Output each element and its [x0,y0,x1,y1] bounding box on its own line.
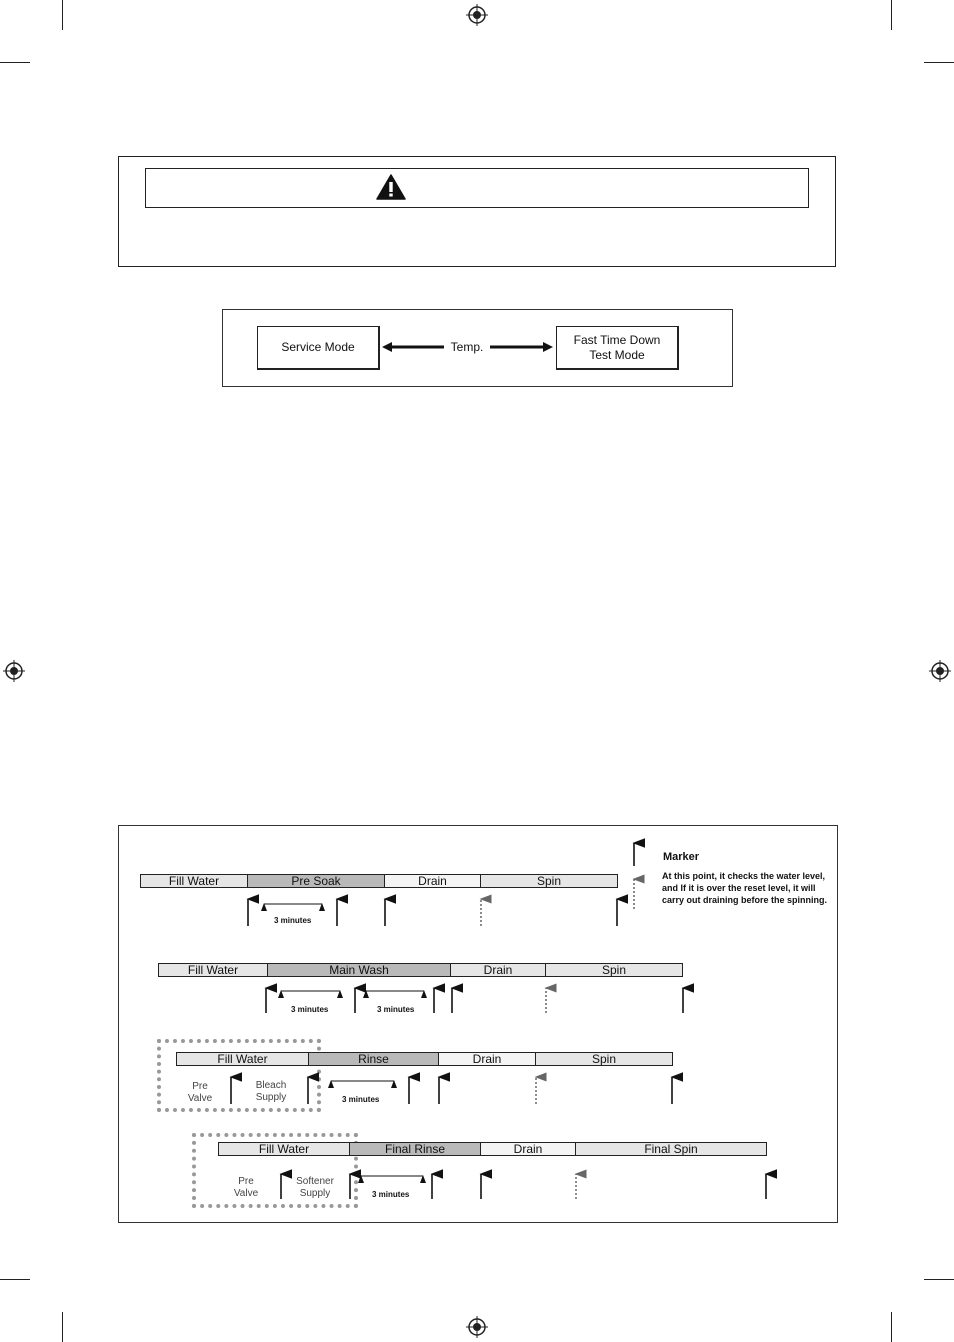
registration-mark-icon [466,1316,488,1338]
row3-rinse-segment: Rinse [308,1052,439,1066]
test-mode-label: Test Mode [589,347,645,362]
fast-time-down-box [556,326,679,370]
fast-time-down-label: Fast Time Down [573,332,661,347]
crop-mark [924,1279,954,1280]
crop-mark [0,1279,30,1280]
row4-final-spin-segment: Final Spin [575,1142,767,1156]
pre-valve-label: Pre Valve [233,1176,259,1199]
duration-label: 3 minutes [274,916,312,925]
row4-fill-water-segment: Fill Water [218,1142,350,1156]
marker-legend-text: At this point, it checks the water level, and If it is over the reset level, it will carry out draining before the spinning. [662,871,828,905]
crop-mark [62,1312,63,1342]
registration-mark-icon [3,660,25,682]
row2-drain-segment: Drain [450,963,546,977]
row1-spin-segment: Spin [480,874,618,888]
pre-valve-label: Pre Valve [187,1081,213,1104]
marker-legend-title: Marker [663,851,700,863]
duration-label: 3 minutes [291,1005,329,1014]
service-mode-box [257,326,380,370]
crop-mark [891,1312,892,1342]
caution-header [145,168,809,208]
crop-mark [891,0,892,30]
row1-pre-soak-segment: Pre Soak [247,874,385,888]
crop-mark [924,62,954,63]
row2-spin-segment: Spin [545,963,683,977]
row1-fill-water-segment: Fill Water [140,874,248,888]
row2-fill-water-segment: Fill Water [158,963,268,977]
crop-mark [0,62,30,63]
row3-drain-segment: Drain [438,1052,536,1066]
row2-main-wash-segment: Main Wash [267,963,451,977]
row4-final-rinse-segment: Final Rinse [349,1142,481,1156]
softener-supply-label: Softener Supply [296,1176,334,1199]
row1-drain-segment: Drain [384,874,481,888]
row3-fill-water-segment: Fill Water [176,1052,309,1066]
row4-drain-segment: Drain [480,1142,576,1156]
registration-mark-icon [929,660,951,682]
duration-label: 3 minutes [372,1190,410,1199]
row3-spin-segment: Spin [535,1052,673,1066]
bleach-supply-label: Bleach Supply [255,1080,287,1103]
service-mode-label: Service Mode [281,340,355,354]
duration-label: 3 minutes [377,1005,415,1014]
duration-label: 3 minutes [342,1095,380,1104]
registration-mark-icon [466,4,488,26]
crop-mark [62,0,63,30]
warning-triangle-icon [376,174,406,200]
temp-connector-label: Temp. [450,340,484,354]
